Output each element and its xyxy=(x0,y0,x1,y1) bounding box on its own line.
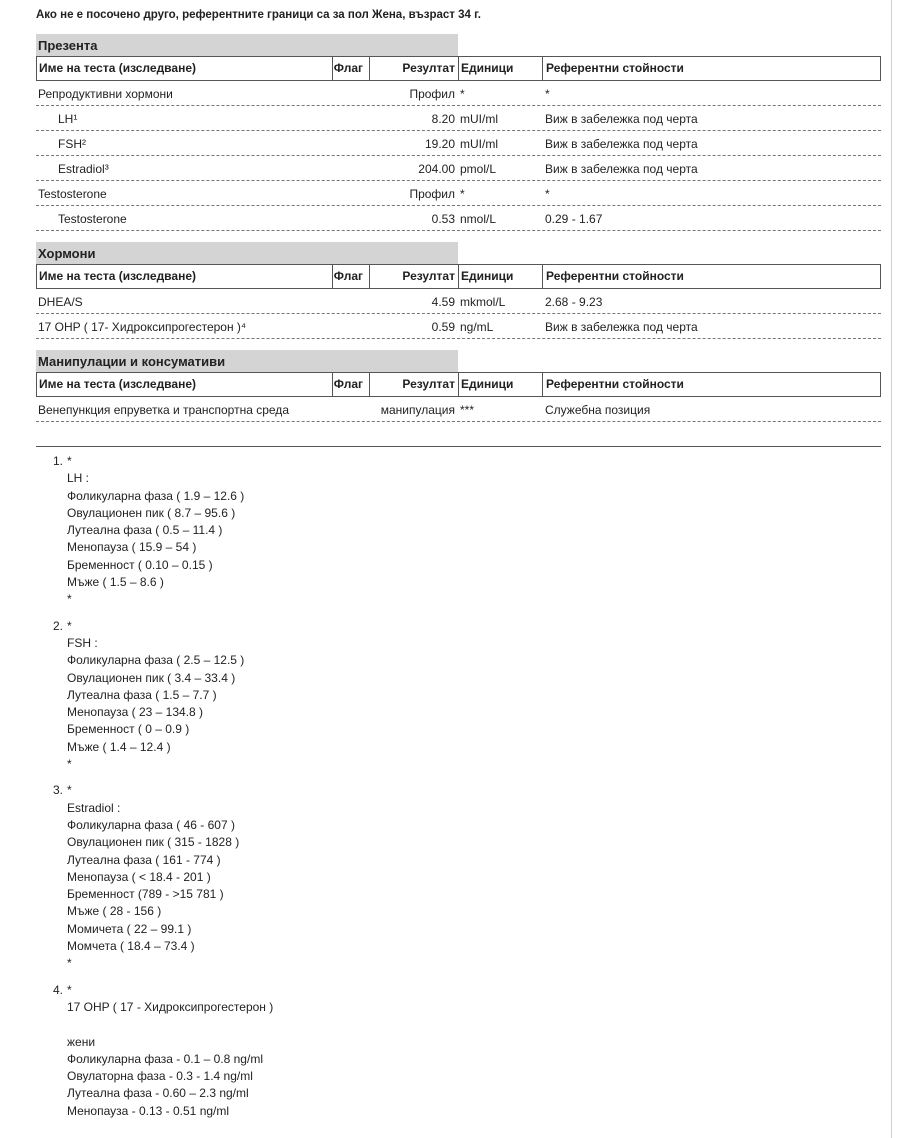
table-row xyxy=(36,397,881,422)
header-name: Име на теста (изследване) xyxy=(37,265,333,288)
test-flag xyxy=(332,81,369,105)
test-name: Репродуктивни хормони xyxy=(38,87,173,101)
test-units: nmol/L xyxy=(460,212,497,226)
test-name: Testosterone xyxy=(58,212,127,226)
test-reference: Виж в забележка под черта xyxy=(545,320,698,334)
footnote-3 xyxy=(36,782,881,972)
test-units: pmol/L xyxy=(460,162,497,176)
table-row xyxy=(36,289,881,314)
test-name: Estradiol³ xyxy=(58,162,109,176)
test-name: FSH² xyxy=(58,137,86,151)
test-units: * xyxy=(460,187,465,201)
table-header xyxy=(36,264,881,289)
test-reference: Виж в забележка под черта xyxy=(545,137,698,151)
footnotes-list xyxy=(36,453,881,1120)
table-row xyxy=(36,314,881,339)
footnote-line: Мъже ( 28 - 156 ) xyxy=(67,904,162,919)
page-edge-rule xyxy=(891,0,892,1138)
footnote-line: Лутеална фаза ( 1.5 – 7.7 ) xyxy=(67,687,217,702)
footnote-line: Менопауза ( < 18.4 - 201 ) xyxy=(67,869,211,884)
footnote-line: LH : xyxy=(67,471,90,486)
footnote-line: FSH : xyxy=(67,635,98,650)
header-result: Резултат xyxy=(370,265,459,288)
footnote-line: Фоликуларна фаза - 0.1 – 0.8 ng/ml xyxy=(67,1051,263,1066)
test-result: 4.59 xyxy=(431,295,455,309)
footnote-line: 17 OHP ( 17 - Хидроксипрогестерон ) xyxy=(67,999,274,1014)
test-units: ng/mL xyxy=(460,320,494,334)
footnotes-divider xyxy=(36,446,881,447)
header-units: Единици xyxy=(459,373,543,396)
section-0 xyxy=(36,34,881,231)
test-result: 204.00 xyxy=(418,162,455,176)
header-ref: Референтни стойности xyxy=(546,377,684,391)
header-result: Резултат xyxy=(370,57,459,80)
test-reference: 2.68 - 9.23 xyxy=(545,295,603,309)
test-units: *** xyxy=(460,403,475,417)
footnote-line: * xyxy=(67,592,72,607)
footnote-line: Мъже ( 1.5 – 8.6 ) xyxy=(67,575,164,590)
test-flag xyxy=(332,397,369,421)
footnote-line: жени xyxy=(67,1034,96,1049)
header-ref: Референтни стойности xyxy=(546,269,684,283)
footnote-2 xyxy=(36,618,881,774)
test-result: Профил xyxy=(409,187,455,201)
footnote-line: Фоликуларна фаза ( 1.9 – 12.6 ) xyxy=(67,488,245,503)
footnote-line: Овулационен пик ( 315 - 1828 ) xyxy=(67,835,240,850)
footnote-4 xyxy=(36,982,881,1120)
footnote-line: Менопауза - 0.13 - 0.51 ng/ml xyxy=(67,1103,230,1118)
footnote-number: 2. xyxy=(52,618,63,633)
test-flag xyxy=(332,314,369,338)
test-flag xyxy=(332,106,369,130)
footnote-line: Овулационен пик ( 3.4 – 33.4 ) xyxy=(67,670,236,685)
table-row xyxy=(36,181,881,206)
header-flag: Флаг xyxy=(333,373,370,396)
footnote-line: * xyxy=(67,454,72,468)
test-name: DHEA/S xyxy=(38,295,83,309)
intro-text: Ако не е посочено друго, референтните граници са за пол Жена, възраст 34 г. xyxy=(36,9,481,21)
lab-report xyxy=(36,0,881,1129)
table-row xyxy=(36,106,881,131)
footnote-line: * xyxy=(67,757,72,772)
footnote-line: Менопауза ( 23 – 134.8 ) xyxy=(67,705,204,720)
footnote-line: Бременност ( 0 – 0.9 ) xyxy=(67,722,190,737)
footnote-line: Овулаторна фаза - 0.3 - 1.4 ng/ml xyxy=(67,1069,253,1084)
test-units: mUI/ml xyxy=(460,137,498,151)
footnote-1 xyxy=(36,453,881,609)
test-name: LH¹ xyxy=(58,112,78,126)
footnote-line: Момичета ( 22 – 99.1 ) xyxy=(67,921,192,936)
test-result: Профил xyxy=(409,87,455,101)
footnote-number: 3. xyxy=(52,783,63,798)
header-ref: Референтни стойности xyxy=(546,61,684,75)
footnote-line: * xyxy=(67,956,72,971)
footnote-line: Лутеална фаза ( 0.5 – 11.4 ) xyxy=(67,523,223,538)
footnote-line: Бременност (789 - >15 781 ) xyxy=(67,887,224,902)
test-reference: Виж в забележка под черта xyxy=(545,112,698,126)
test-name: Testosterone xyxy=(38,187,107,201)
footnote-line: Мъже ( 1.4 – 12.4 ) xyxy=(67,739,171,754)
header-units: Единици xyxy=(459,57,543,80)
test-units: * xyxy=(460,87,465,101)
test-result: 0.59 xyxy=(431,320,455,334)
section-title: Манипулации и консумативи xyxy=(36,350,458,372)
test-flag xyxy=(332,181,369,205)
footnote-line: * xyxy=(67,982,72,997)
footnote-line: Бременност ( 0.10 – 0.15 ) xyxy=(67,557,213,572)
section-title: Презента xyxy=(36,34,458,56)
section-1 xyxy=(36,242,881,339)
footnote-line: Овулационен пик ( 8.7 – 95.6 ) xyxy=(67,505,236,520)
header-result: Резултат xyxy=(370,373,459,396)
test-result: 0.53 xyxy=(431,212,455,226)
footnote-line: Фоликуларна фаза ( 46 - 607 ) xyxy=(67,817,235,832)
test-reference: 0.29 - 1.67 xyxy=(545,212,603,226)
test-reference: * xyxy=(545,187,550,201)
footnote-line: * xyxy=(67,783,72,798)
footnote-line: Estradiol : xyxy=(67,800,121,815)
footnote-line xyxy=(67,1016,273,1033)
table-header xyxy=(36,56,881,81)
header-flag: Флаг xyxy=(333,265,370,288)
table-row xyxy=(36,131,881,156)
header-flag: Флаг xyxy=(333,57,370,80)
footnote-number: 1. xyxy=(52,454,63,468)
footnote-line: Лутеална фаза ( 161 - 774 ) xyxy=(67,852,221,867)
table-row xyxy=(36,81,881,106)
test-units: mkmol/L xyxy=(460,295,506,309)
header-name: Име на теста (изследване) xyxy=(37,57,333,80)
section-2 xyxy=(36,350,881,422)
table-row xyxy=(36,206,881,231)
test-flag xyxy=(332,156,369,180)
footnote-line: Момчета ( 18.4 – 73.4 ) xyxy=(67,939,195,954)
test-result: 8.20 xyxy=(431,112,455,126)
table-row xyxy=(36,156,881,181)
footnote-line: Менопауза ( 15.9 – 54 ) xyxy=(67,540,197,555)
footnote-body xyxy=(65,618,244,774)
footnote-line: Лутеална фаза - 0.60 – 2.3 ng/ml xyxy=(67,1086,249,1101)
test-result: манипулация xyxy=(380,403,455,417)
header-units: Единици xyxy=(459,265,543,288)
footnote-number: 4. xyxy=(52,982,63,997)
section-title: Хормони xyxy=(36,242,458,264)
test-reference: Служебна позиция xyxy=(545,403,651,417)
test-flag xyxy=(332,131,369,155)
table-header xyxy=(36,372,881,397)
test-flag xyxy=(332,206,369,230)
sections-container xyxy=(36,34,881,422)
test-name: Венепункция епруветка и транспортна среда xyxy=(38,403,289,417)
footnote-line: Фоликуларна фаза ( 2.5 – 12.5 ) xyxy=(67,653,245,668)
test-reference: * xyxy=(545,87,550,101)
footnote-line: * xyxy=(67,618,72,633)
test-result: 19.20 xyxy=(424,137,455,151)
footnote-body xyxy=(65,453,244,609)
test-name: 17 OHP ( 17- Хидроксипрогестерон )⁴ xyxy=(38,320,247,334)
test-units: mUI/ml xyxy=(460,112,498,126)
test-flag xyxy=(332,289,369,313)
header-name: Име на теста (изследване) xyxy=(37,373,333,396)
test-reference: Виж в забележка под черта xyxy=(545,162,698,176)
footnote-body xyxy=(65,782,239,972)
footnote-body xyxy=(65,982,273,1120)
